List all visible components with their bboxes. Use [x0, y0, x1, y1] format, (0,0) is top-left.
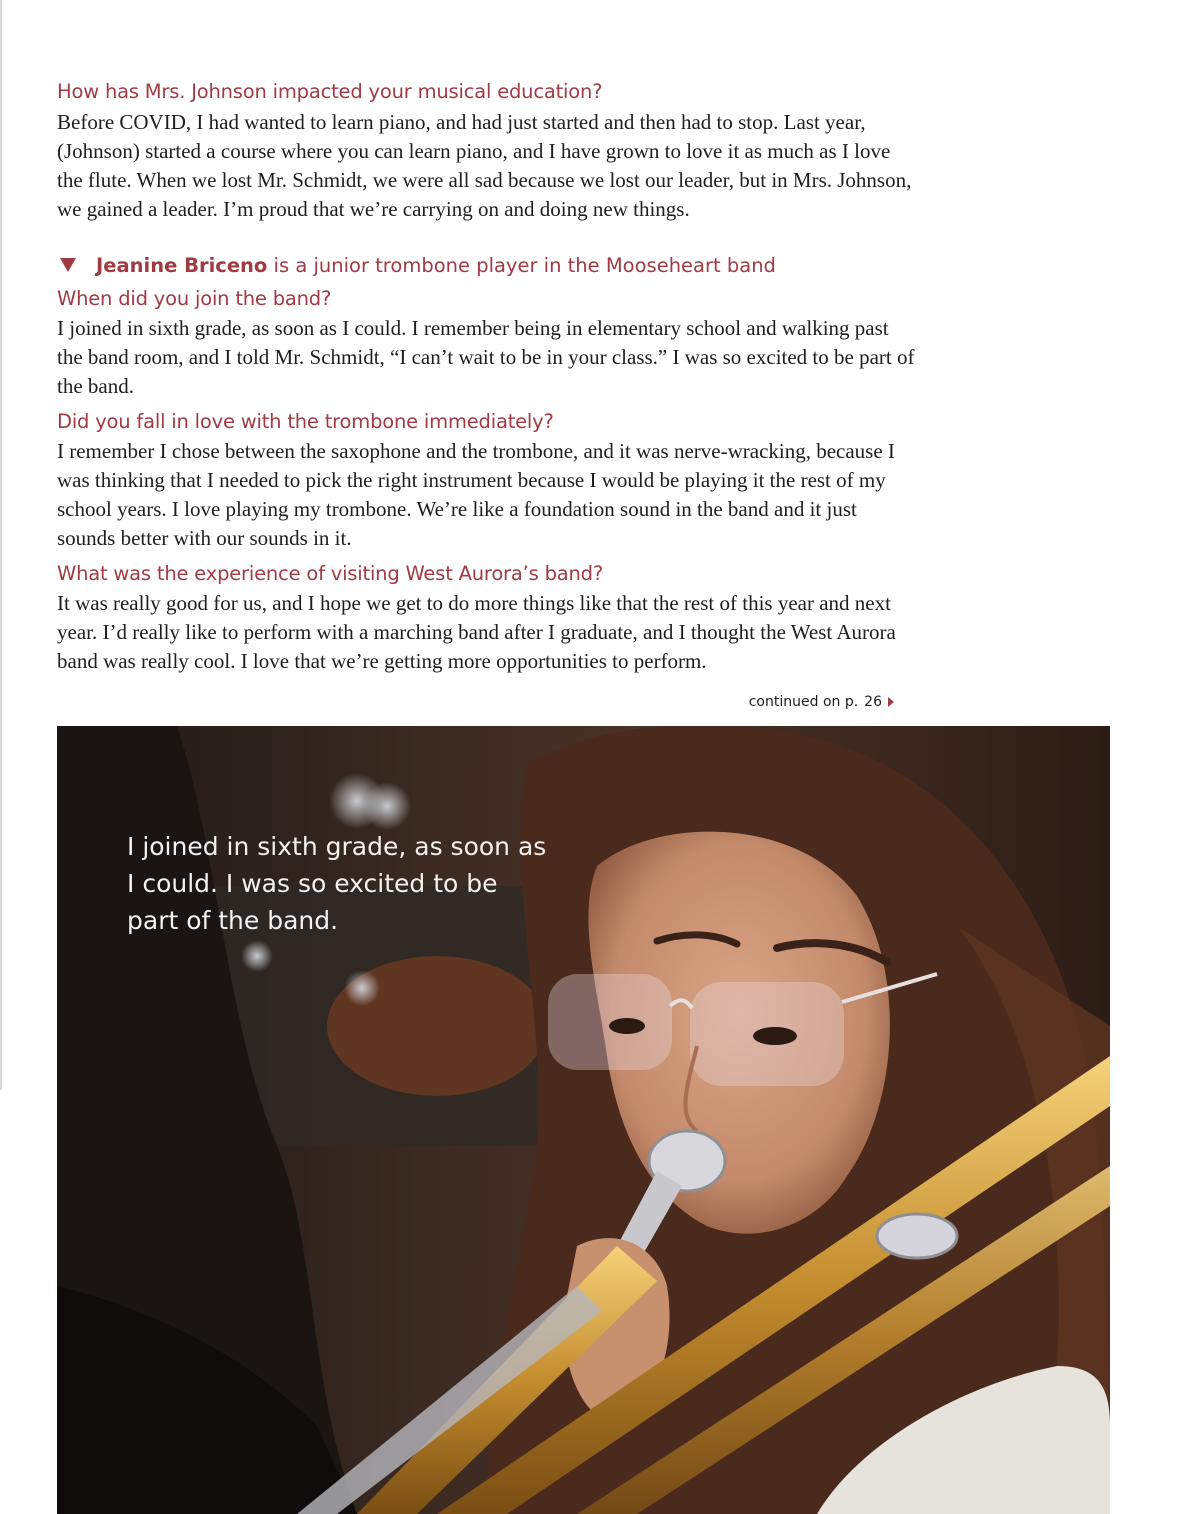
question-heading: What was the experience of visiting West Aurora’s band?	[57, 562, 603, 585]
profile-description: is a junior trombone player in the Mooseheart band	[267, 254, 776, 277]
answer-paragraph: I joined in sixth grade, as soon as I could. I remember being in elementary school and walking past the band room, and I told Mr. Schmidt, “I can’t wait to be in your class.” I was so excited to be part of the band.	[57, 316, 915, 398]
profile-name: Jeanine Briceno	[96, 254, 268, 277]
pull-quote: I joined in sixth grade, as soon as I could. I was so excited to be part of the band.	[127, 832, 547, 935]
question-heading: Did you fall in love with the trombone immediately?	[57, 410, 554, 433]
answer-paragraph: I remember I chose between the saxophone and the trombone, and it was nerve-wracking, because I was thinking that I needed to pick the right instrument because I would be playing it the rest of my school years. I love playing my trombone. We’re like a foundation sound in the band and it just sounds better with our sounds in it.	[57, 439, 895, 550]
answer-paragraph: Before COVID, I had wanted to learn piano, and had just started and then had to stop. Last year, (Johnson) started a course where you can learn piano, and I have grown to love it as much as I love the flute. When we lost Mr. Schmidt, we were all sad because we lost our leader, but in Mrs. Johnson, we gained a leader. I’m proud that we’re carrying on and doing new things.	[57, 110, 912, 221]
question-heading: How has Mrs. Johnson impacted your musical education?	[57, 80, 603, 103]
page-spine-edge	[0, 0, 2, 1090]
profile-intro	[60, 254, 776, 277]
answer-paragraph: It was really good for us, and I hope we get to do more things like that the rest of this year and next year. I’d really like to perform with a marching band after I graduate, and I thought the West Aurora band was really cool. I love that we’re getting more opportunities to perform.	[57, 591, 896, 673]
trombone-player-photo	[57, 726, 1110, 1514]
continued-label: continued on p.	[748, 694, 859, 710]
arrow-right-icon	[888, 697, 894, 707]
continued-link[interactable]	[749, 694, 894, 710]
triangle-down-icon	[60, 258, 76, 272]
question-heading: When did you join the band?	[57, 287, 332, 310]
continued-page-number: 26	[864, 694, 882, 710]
